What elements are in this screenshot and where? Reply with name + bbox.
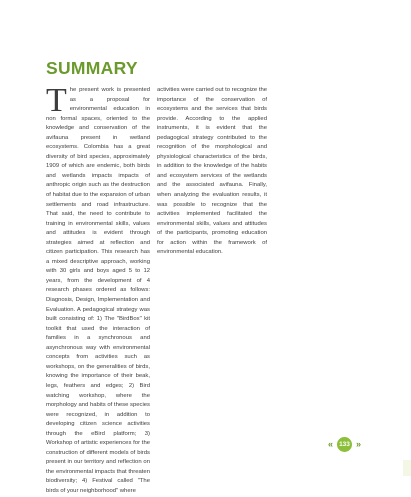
summary-column-right <box>157 86 267 258</box>
page-navigation <box>326 437 363 452</box>
summary-text-left: he present work is presented as a proposal for environmental education in non formal spaces, oriented to the knowledge and conservation of the avifauna present in wetland ecosystems. Colombia has a great diversity of bird species, approximately 1909 of which are endemic, both birds and wetlands impacts impacts of anthropic origin such as the destruction of habitat due to the expansion of urban settlements and road infrastructure. That said, the need to contribute to training in environmental skills, values and attitudes is evident through strategies aimed at reflection and citizen participation. This research has a mixed descriptive approach, working with 30 girls and boys aged 5 to 12 years, from the development of 4 research phases ordered as follows: Diagnosis, Design, Implementation and Evaluation. A pedagogical strategy was built consisting of: 1) The "BirdBox" kit toolkit that used the interaction of families in a synchronous and asynchronous way with environmental concepts from activities such as workshops, on the generalities of birds, knowing the importance of their beak, legs, feathers and edges; 2) Bird watching workshop, where the morphology and habits of these species were recognized, in addition to developing citizen science activities through the eBird platform; 3) Workshop of artistic experiences for the construction of different models of birds present in our territory and reflection on the environmental impacts that threaten biodiversity; 4) Festival called "The birds of your neighborhood" where <box>46 87 150 494</box>
summary-text-right: activities were carried out to recognize the importance of the conservation of ecosystems and the services that birds provide. According to the applied instruments, it is evident that the pedagogical strategy contributed to the recognition of the morphological and physiological characteristics of the birds, in addition to the knowledge of the habits and ecosystem services of the wetlands and the associated avifauna. Finally, when analyzing the evaluation results, it was possible to recognize that the activities implemented facilitated the environmental skills, values and attitudes of the participants, promoting education for action within the framework of environmental education. <box>157 87 268 256</box>
summary-column-left <box>46 82 150 497</box>
chevron-double-right-icon[interactable]: » <box>355 439 361 449</box>
drop-cap: T <box>46 82 67 119</box>
section-title: SUMMARY <box>46 58 138 78</box>
page-number-badge: 133 <box>337 437 352 452</box>
chevron-double-left-icon[interactable]: « <box>327 439 333 449</box>
page-edge-tab <box>403 460 411 476</box>
